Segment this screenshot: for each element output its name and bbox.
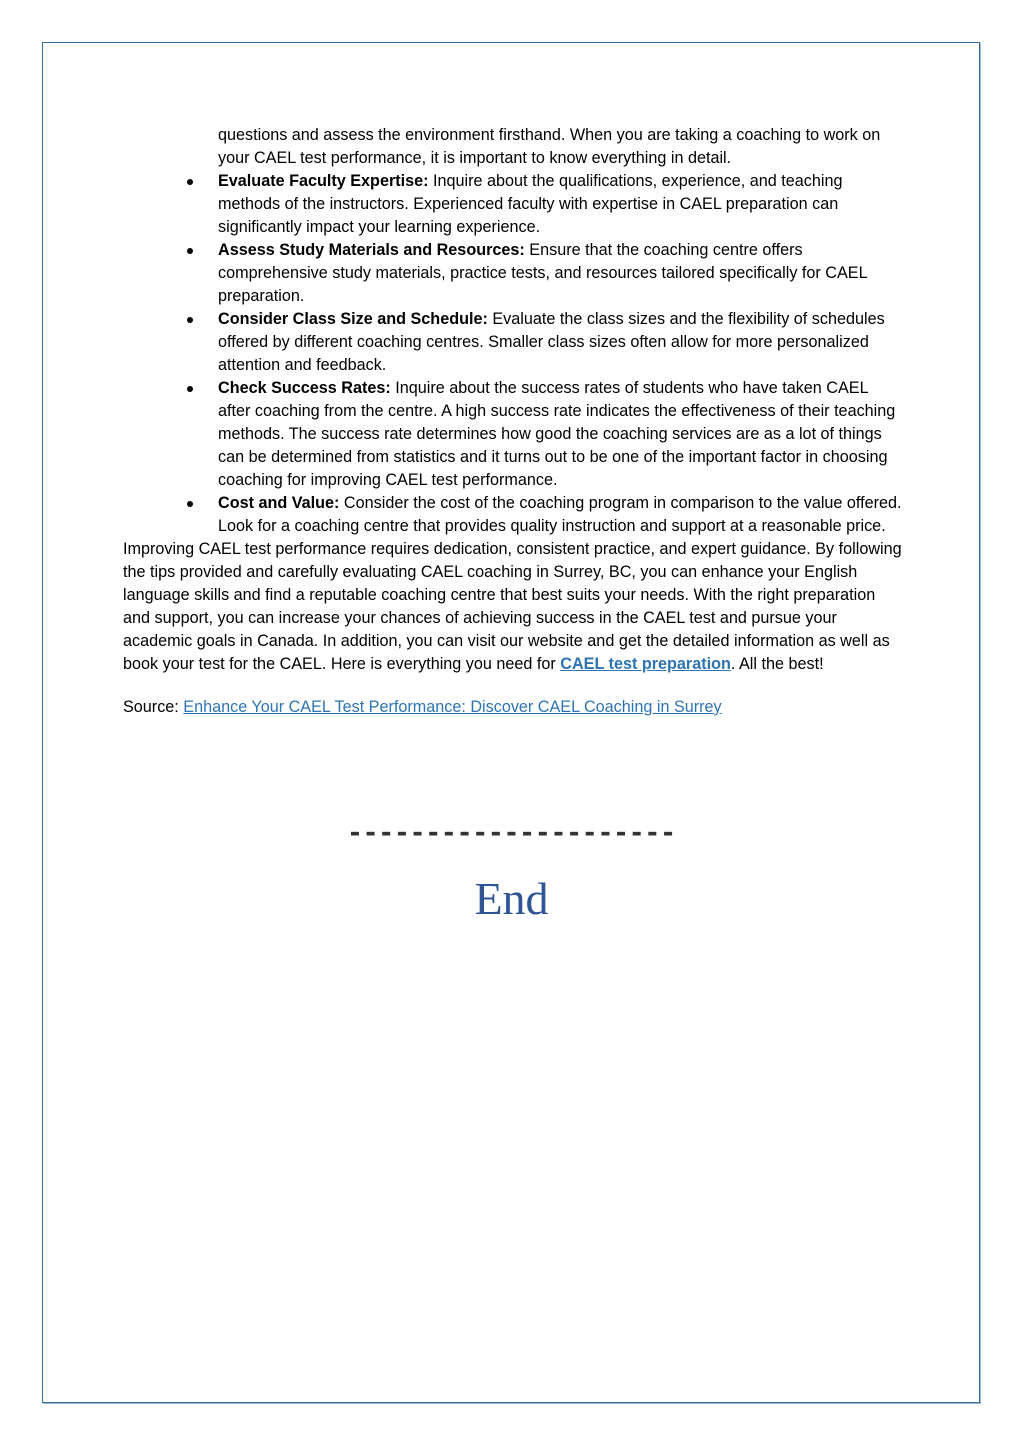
conclusion-closing-text: . All the best! bbox=[730, 655, 824, 673]
cael-test-preparation-link[interactable]: CAEL test preparation bbox=[560, 655, 731, 673]
bullet-dot-icon bbox=[187, 386, 193, 392]
document-body bbox=[123, 124, 903, 719]
bullet-text: Consider the cost of the coaching program in comparison to the value offered. Look for a coaching centre that provides quality instruction and support at a reasonable price. bbox=[218, 494, 902, 535]
bullet-item-success-rates bbox=[123, 377, 903, 492]
bullet-text: Inquire about the qualifications, experience, and teaching methods of the instructors. Experienced faculty with expertise in CAEL preparation can significantly impact your learning experience. bbox=[218, 172, 843, 236]
bullet-text: Inquire about the success rates of students who have taken CAEL after coaching from the centre. A high success rate indicates the effectiveness of their teaching methods. The success rate determines how good the coaching services are as a lot of things can be determined from statistics and it turns out to be one of the important factor in choosing coaching for improving CAEL test performance. bbox=[218, 379, 896, 489]
intro-continuation-text: questions and assess the environment firsthand. When you are taking a coaching to work on your CAEL test performance, it is important to know everything in detail. bbox=[218, 126, 881, 167]
tips-bullet-list bbox=[123, 170, 903, 538]
bullet-dot-icon bbox=[187, 501, 193, 507]
bullet-item-cost-value bbox=[123, 492, 903, 538]
bullet-dot-icon bbox=[187, 248, 193, 254]
conclusion-paragraph bbox=[123, 538, 903, 676]
bullet-term: Assess Study Materials and Resources: bbox=[218, 241, 525, 259]
bullet-text: Ensure that the coaching centre offers comprehensive study materials, practice tests, and resources tailored specifically for CAEL preparation. bbox=[218, 241, 867, 305]
bullet-term: Consider Class Size and Schedule: bbox=[218, 310, 488, 328]
bullet-item-class-size bbox=[123, 308, 903, 377]
conclusion-text: Improving CAEL test performance requires dedication, consistent practice, and expert guidance. By following the tips provided and carefully evaluating CAEL coaching in Surrey, BC, you can enhance your English language skills and find a reputable coaching centre that best suits your needs. With the right preparation and support, you can increase your chances of achieving success in the CAEL test and pursue your academic goals in Canada. In addition, you can visit our website and get the detailed information as well as book your test for the CAEL. Here is everything you need for bbox=[123, 540, 902, 673]
source-line bbox=[123, 696, 903, 719]
bullet-item-faculty-expertise bbox=[123, 170, 903, 239]
bullet-dot-icon bbox=[187, 179, 193, 185]
end-heading: End bbox=[474, 873, 549, 924]
section-divider: --------------------- bbox=[347, 818, 676, 848]
bullet-term: Cost and Value: bbox=[218, 494, 340, 512]
bullet-dot-icon bbox=[187, 317, 193, 323]
bullet-term: Evaluate Faculty Expertise: bbox=[218, 172, 429, 190]
bullet-item-study-materials bbox=[123, 239, 903, 308]
source-label: Source: bbox=[123, 698, 184, 716]
bullet-term: Check Success Rates: bbox=[218, 379, 391, 397]
bullet-text: Evaluate the class sizes and the flexibility of schedules offered by different coaching centres. Smaller class sizes often allow for more personalized attention and feedback. bbox=[218, 310, 885, 374]
source-article-link[interactable]: Enhance Your CAEL Test Performance: Discover CAEL Coaching in Surrey bbox=[183, 698, 722, 716]
